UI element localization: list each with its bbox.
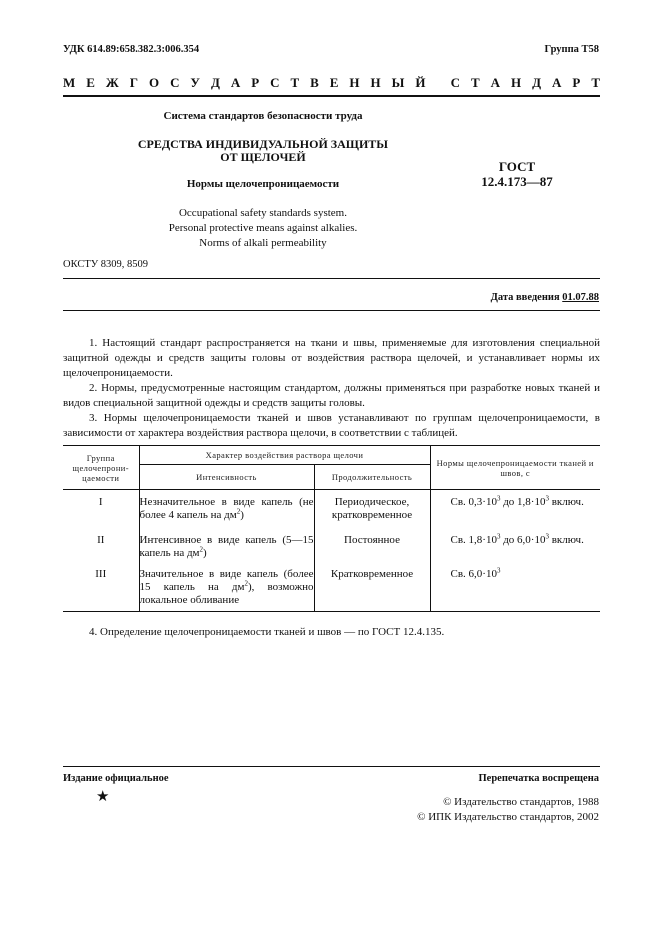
english-title [63, 206, 463, 251]
table-row [63, 490, 600, 531]
banner-letter: Е [329, 75, 339, 90]
banner-letter: У [190, 75, 200, 90]
paragraph-4: 4. Определение щелочепроницаемости тканей и швов — по ГОСТ 12.4.135. [89, 626, 445, 638]
paragraph-3: 3. Нормы щелочепроницаемости тканей и швов устанавливают по группам щелочепроницаемости, в зависимости от характера воздействия раствора щелочи, в соответствии с таблицей. [63, 412, 600, 439]
row-norm: Св. $6,0\cdot 10^3$ [430, 564, 600, 612]
banner-letter: Т [290, 75, 300, 90]
date-rule [63, 310, 600, 311]
banner-letter: О [148, 75, 160, 90]
banner-letter: С [450, 75, 461, 90]
banner-letter: Т [471, 75, 480, 90]
title-line-1: СРЕДСТВА ИНДИВИДУАЛЬНОЙ ЗАЩИТЫ [137, 137, 389, 151]
row-duration: Периодическое, кратковременное [314, 490, 430, 531]
banner-letter: А [552, 75, 562, 90]
okstu-rule [63, 278, 600, 279]
group-code: Группа Т58 [544, 44, 599, 55]
header-group: Группа щелочепрони-цаемости [63, 446, 139, 490]
header-norms: Нормы щелочепроницаемости тканей и швов, с [430, 446, 600, 490]
copyright-block [417, 795, 599, 825]
footer-rule [63, 766, 600, 767]
header-duration: Продолжительность [314, 465, 430, 490]
title-line-2: ОТ ЩЕЛОЧЕЙ [220, 150, 306, 164]
banner-letter: Е [86, 75, 95, 90]
gost-label: ГОСТ [498, 159, 536, 174]
banner-letter: Д [210, 75, 220, 90]
english-line-1: Occupational safety standards system. [178, 207, 347, 219]
banner-letter: Р [251, 75, 260, 90]
standard-banner [63, 75, 600, 91]
permeability-table [63, 445, 600, 612]
row-intensity: Незначительное в виде капель (не более 4 капель на $дм^2$) [139, 490, 314, 531]
row-duration: Кратковременное [314, 564, 430, 612]
row-group: III [63, 564, 139, 612]
banner-letter: Т [591, 75, 600, 90]
banner-letter: Н [370, 75, 381, 90]
banner-letter: М [63, 75, 76, 90]
effective-date [491, 292, 599, 303]
gost-number: 12.4.173—87 [481, 174, 553, 189]
table-header-row-1 [63, 446, 600, 465]
udk-code: УДК 614.89:658.382.3:006.354 [63, 44, 200, 55]
banner-letter: С [170, 75, 180, 90]
banner-letter: Р [572, 75, 581, 90]
row-duration: Постоянное [314, 530, 430, 564]
banner-letter: Г [129, 75, 138, 90]
banner-letter: Д [532, 75, 542, 90]
row-norm: Св. $1,8\cdot 10^3$ до $6,0\cdot 10^3$ включ. [430, 530, 600, 564]
body-text [63, 336, 600, 441]
paragraph-2: 2. Нормы, предусмотренные настоящим стандартом, должны применяться при разработке новых тканей и видов специальной защитной одежды и средств защиты головы. [63, 382, 600, 409]
table-row [63, 530, 600, 564]
banner-rule [63, 95, 600, 97]
banner-letter: В [310, 75, 319, 90]
header-character: Характер воздействия раствора щелочи [139, 446, 430, 465]
header-intensity: Интенсивность [139, 465, 314, 490]
table-row [63, 564, 600, 612]
copyright-line-2: © ИПК Издательство стандартов, 2002 [417, 811, 599, 823]
english-line-3: Norms of alkali permeability [199, 237, 327, 249]
banner-letter: Н [349, 75, 360, 90]
banner-letter: Ы [391, 75, 405, 90]
effective-date-value: 01.07.88 [562, 292, 599, 303]
star-icon: ★ [96, 789, 110, 805]
banner-letter: Й [415, 75, 426, 90]
reprint-notice: Перепечатка воспрещена [478, 773, 599, 784]
paragraph-1: 1. Настоящий стандарт распространяется на ткани и швы, применяемые для изготовления специальной защитной одежды и средств защиты головы от воздействия раствора щелочей, и устанавливает нормы их щелочепроницаемости. [63, 337, 600, 379]
banner-letter: А [230, 75, 241, 90]
okstu-code: ОКСТУ 8309, 8509 [63, 259, 149, 270]
document-title [63, 138, 463, 164]
official-edition: Издание официальное [63, 773, 169, 784]
effective-date-label: Дата введения [490, 292, 560, 303]
gost-designation [462, 159, 572, 189]
banner-letter: Ж [105, 75, 119, 90]
banner-gap [436, 75, 439, 91]
banner-letter: Н [511, 75, 522, 90]
row-group: II [97, 534, 105, 546]
copyright-line-1: © Издательство стандартов, 1988 [443, 796, 599, 808]
system-name: Система стандартов безопасности труда [163, 110, 363, 122]
row-intensity: Интенсивное в виде капель (5—15 капель на $дм^2$) [139, 530, 314, 564]
row-group: I [98, 496, 103, 508]
banner-letter: С [270, 75, 280, 90]
row-intensity: Значительное в виде капель (более 15 капель на $дм^2$), возможно локальное обливание [139, 564, 314, 612]
document-subtitle: Нормы щелочепроницаемости [186, 178, 340, 190]
banner-letter: А [490, 75, 501, 90]
english-line-2: Personal protective means against alkalies. [168, 222, 358, 234]
row-norm: Св. $0,3\cdot 10^3$ до $1,8\cdot 10^3$ включ. [430, 490, 600, 531]
